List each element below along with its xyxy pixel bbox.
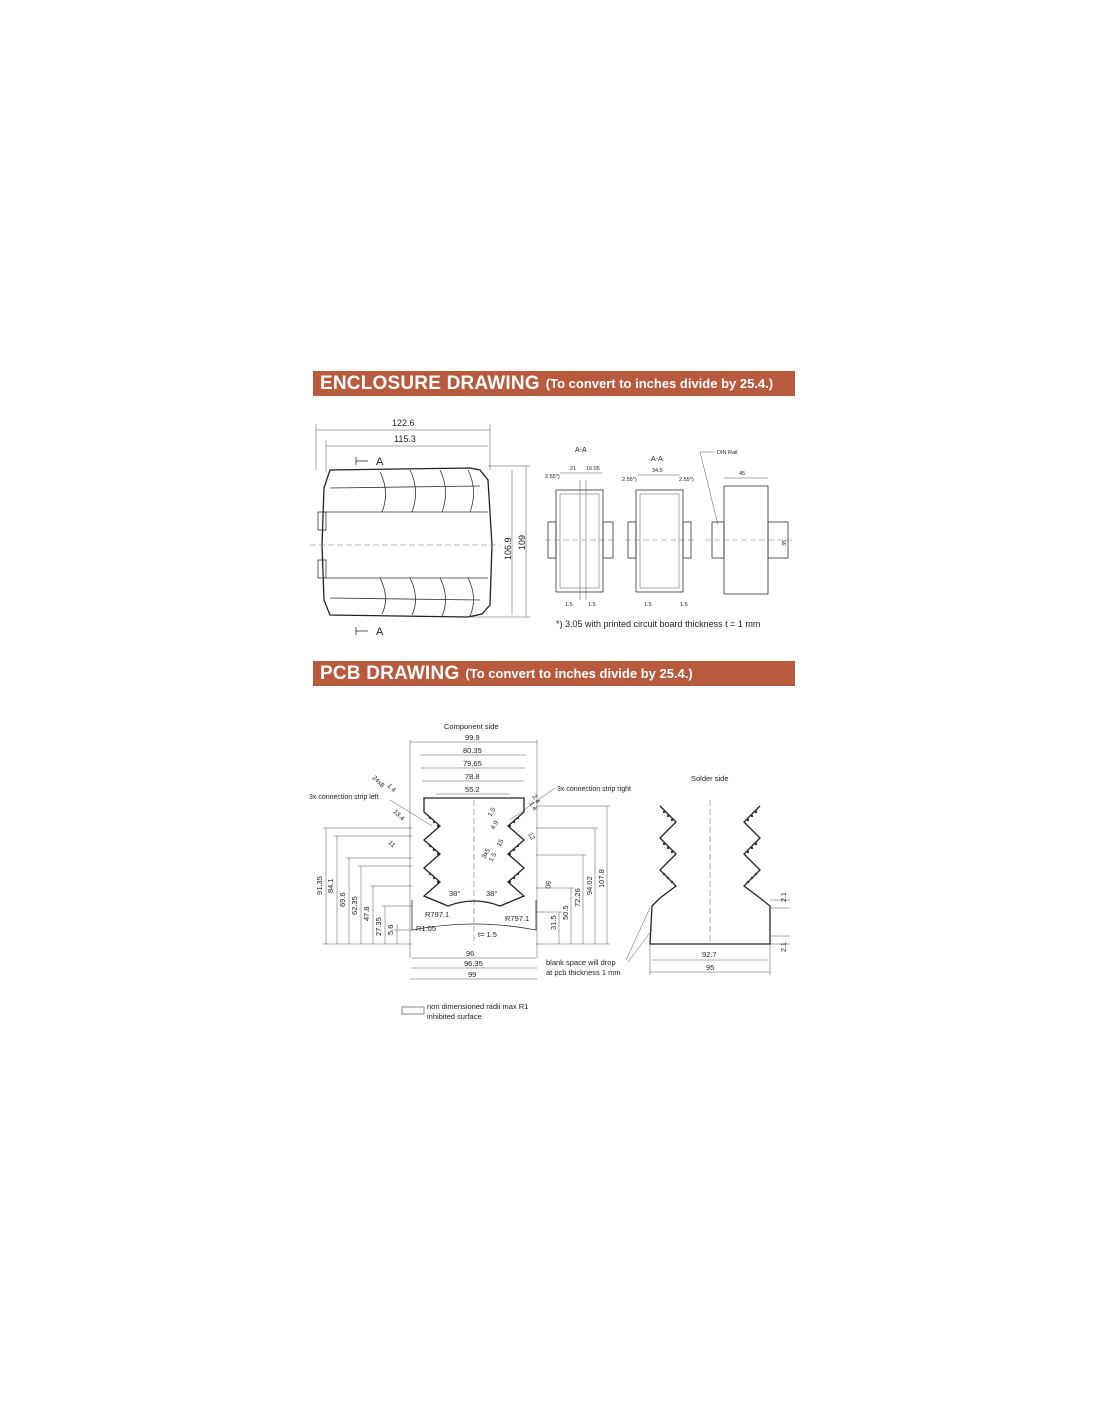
section-2-dim-left: 2.55*)	[622, 477, 637, 483]
top-dim-3: 79.65	[463, 759, 482, 768]
left-vdim-5: 47.8	[362, 906, 371, 921]
dim-inner-width: 115.3	[394, 434, 416, 444]
bottom-dim-3: 99	[468, 970, 477, 979]
radius-small: R1.05	[416, 924, 437, 933]
angle-right: 38°	[486, 889, 498, 898]
enclosure-note: *) 3.05 with printed circuit board thickness t = 1 mm	[556, 619, 761, 629]
radius-right: R797.1	[505, 914, 530, 923]
strip-left-label: 3x connection strip left	[309, 794, 379, 801]
small-dim-right-1: 3.4	[530, 793, 541, 805]
legend-line1: non dimensioned radii max R1	[427, 1002, 529, 1011]
angle-dim: 24x8	[370, 774, 386, 790]
pcb-drawing-title: PCB DRAWING	[320, 662, 460, 684]
solder-bottom-dim-1: 92.7	[702, 950, 717, 959]
small-dim-left-3: 11	[386, 839, 397, 850]
strip-right-label: 3x connection strip right	[557, 786, 631, 793]
section-2-dim-bottom-right: 1.5	[680, 602, 688, 608]
thickness: t= 1.5	[478, 930, 497, 939]
left-vdim-7: 5.6	[386, 924, 395, 935]
right-vdim-4: 94.02	[585, 876, 594, 895]
small-dim-left-2: 13.4	[391, 808, 406, 823]
section-1-dim-left: 2.55*)	[545, 474, 560, 480]
solder-note-line1: blank space will drop	[546, 958, 616, 967]
section-mark-bottom: A	[376, 626, 384, 638]
small-dim-right-7: 3x5	[480, 847, 492, 860]
section-2-dim-mid: 34.5	[652, 468, 663, 474]
enclosure-section-1	[545, 447, 615, 608]
section-1-dim-bottom-left: 1.5	[565, 602, 573, 608]
section-1-label: A-A	[575, 447, 587, 454]
left-vdim-3: 69.6	[338, 892, 347, 907]
top-dim-2: 80.35	[463, 746, 482, 755]
radius-left: R797.1	[425, 910, 450, 919]
top-dim-5: 55.2	[465, 785, 480, 794]
small-dim-right-4: 4.9	[489, 819, 501, 831]
enclosure-rail-view	[700, 450, 795, 594]
enclosure-section-2	[622, 456, 695, 608]
left-vdim-1: 91.35	[315, 876, 324, 895]
small-dim-left-1: 1.4	[385, 782, 397, 794]
rail-dim-width: 45	[739, 471, 746, 477]
solder-dim-top: 2.1	[781, 892, 788, 902]
enclosure-top-view	[310, 418, 530, 638]
bottom-dim-1: 96	[466, 949, 475, 958]
dim-depth-inner: 106.9	[503, 537, 513, 560]
pcb-drawing-subtitle: (To convert to inches divide by 25.4.)	[465, 666, 693, 681]
angle-left: 38°	[449, 889, 461, 898]
small-dim-right-5: 15	[495, 838, 506, 848]
enclosure-drawing-subtitle: (To convert to inches divide by 25.4.)	[545, 376, 774, 391]
enclosure-drawing-title: ENCLOSURE DRAWING	[320, 372, 540, 394]
right-vdim-5: 107.8	[597, 869, 606, 888]
right-vdim-3: 72.26	[573, 888, 582, 907]
left-vdim-4: 62.35	[350, 896, 359, 915]
top-dim-1: 99.9	[465, 733, 480, 742]
solder-side-label: Solder side	[691, 774, 729, 783]
top-dim-4: 78.8	[465, 772, 480, 781]
dim-overall-width: 122.6	[392, 418, 415, 428]
small-dim-right-2: 1.4	[527, 800, 538, 812]
small-dim-right-8: 1.5	[487, 851, 499, 863]
solder-note-line2: at pcb thickness 1 mm	[546, 968, 621, 977]
dim-depth-outer: 109	[517, 534, 527, 550]
small-dim-right-6: 12	[526, 831, 536, 842]
pcb-component-side	[309, 722, 631, 979]
rail-dim-height: 35	[782, 539, 788, 546]
section-mark-top: A	[376, 456, 384, 468]
section-1-dim-a: 21	[570, 466, 577, 472]
small-dim-right-3: 1.5	[486, 806, 498, 818]
section-1-dim-bottom-right: 1.5	[588, 602, 596, 608]
left-vdim-6: 27.35	[374, 917, 383, 936]
solder-bottom-dim-2: 95	[706, 963, 715, 972]
right-vdim-2: 50.5	[561, 905, 570, 920]
section-2-label: A-A	[651, 456, 663, 463]
legend-swatch	[402, 1007, 424, 1014]
right-vdim-1: 31.5	[549, 915, 558, 930]
left-vdim-2: 84.1	[326, 878, 335, 893]
pcb-solder-side	[546, 774, 790, 977]
dim-06: 06	[545, 880, 554, 890]
section-1-dim-b: 16.05	[586, 466, 600, 472]
legend-line2: inhibited surface	[427, 1012, 482, 1021]
bottom-dim-2: 96.35	[464, 959, 483, 968]
solder-dim-bottom: 2.1	[781, 942, 788, 952]
component-side-label: Component side	[444, 722, 499, 731]
din-rail-label: DIN Rail	[717, 450, 738, 456]
section-2-dim-right: 2.55*)	[679, 477, 694, 483]
legend	[402, 1002, 528, 1021]
section-2-dim-bottom-left: 1.5	[644, 602, 652, 608]
